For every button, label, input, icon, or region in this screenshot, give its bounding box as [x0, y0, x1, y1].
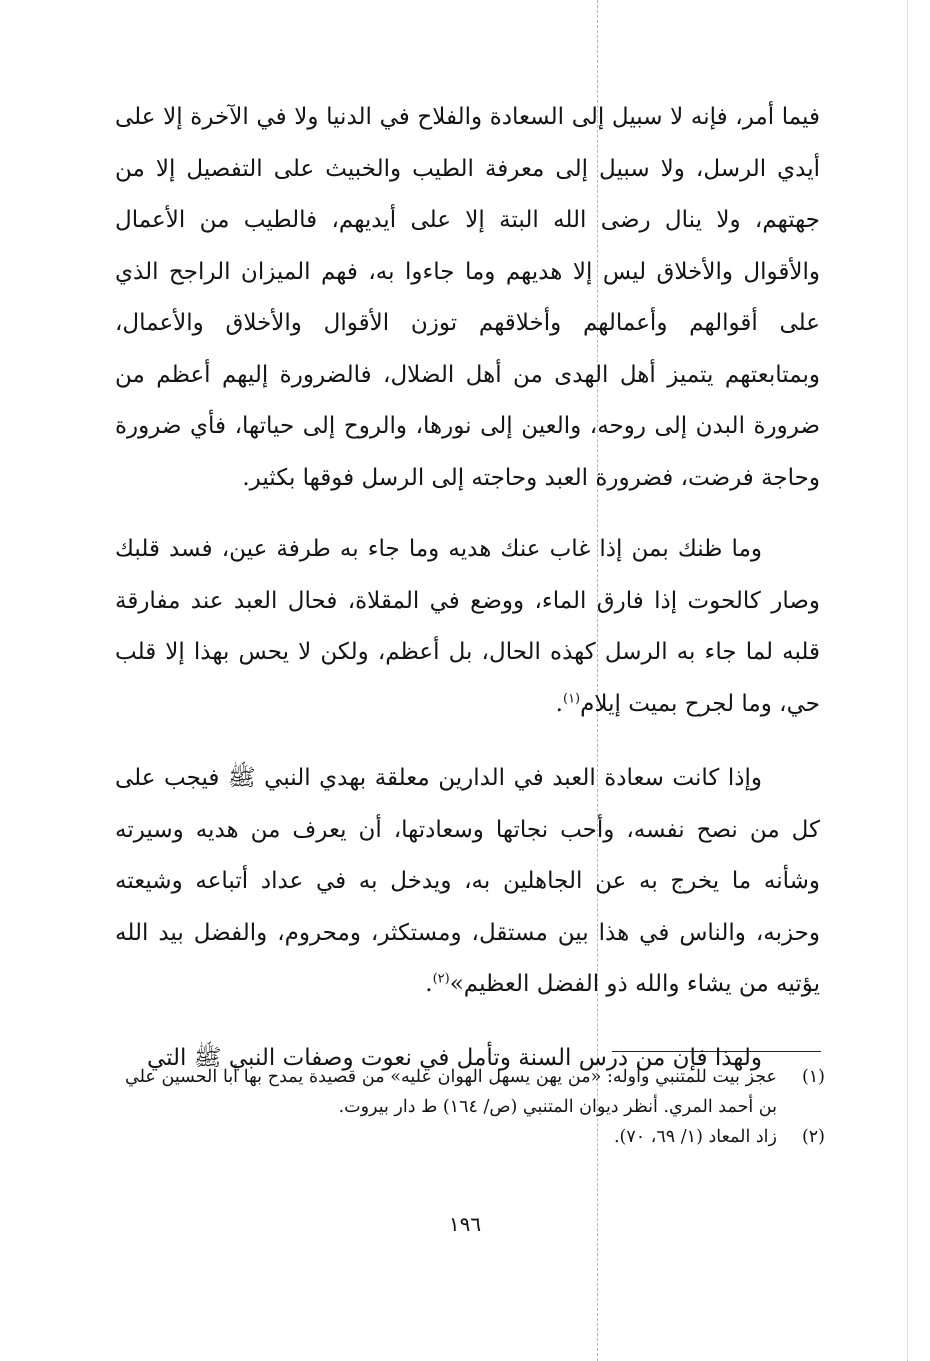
footnote-2-number: (٢) [801, 1127, 825, 1147]
footnote-1 [125, 1062, 825, 1122]
footnote-ref-1: (١) [562, 690, 581, 706]
paragraph-2-text: وما ظنك بمن إذا غاب عنك هديه وما جاء به طرفة عين، فسد قلبك وصار كالحوت إذا فارق الماء، ووضع في المقلاة، فحال العبد عند مفارقة قلبه لما جاء به الرسل كهذه الحال، بل أعظم، ولكن لا يحس بهذا إلا قلب حي، وما لجرح بميت إيلام [115, 536, 820, 717]
page-number: ١٩٦ [448, 1212, 482, 1236]
footnote-separator [612, 1051, 821, 1052]
footnote-2-text: زاد المعاد (١/ ٦٩، ٧٠). [613, 1127, 777, 1147]
scan-edge-line [907, 0, 908, 1361]
footnote-1-number: (١) [801, 1067, 825, 1087]
paragraph-4: ولهذا فإن من درس السنة وتأمل في نعوت وصفات النبي ﷺ التي [146, 1044, 762, 1071]
footnote-ref-2: (٢) [432, 971, 450, 987]
footnote-1-text: عجز بيت للمتنبي وأوله: «من يهن يسهل الهوان عليه» من قصيدة يمدح بها أبا الحسين علي بن أحمد المري. أنظر ديوان المتنبي (ص/ ١٦٤) ط دار بيروت. [125, 1067, 777, 1117]
paragraph-1: فيما أمر، فإنه لا سبيل إلى السعادة والفلاح في الدنيا ولا في الآخرة إلا على أيدي الرسل، ولا سبيل إلى معرفة الطيب والخبيث على التفصيل إلا من جهتهم، ولا ينال رضى الله البتة إلا على أيديهم، فالطيب من الأعمال والأقوال والأخلاق ليس إلا هديهم وما جاءوا به، فهم الميزان الراجح الذي على أقوالهم وأعمالهم وأخلاقهم توزن الأقوال والأخلاق والأعمال، وبمتابعتهم يتميز أهل الهدى من أهل الضلال، فالضرورة إليهم أعظم من ضرورة البدن إلى روحه، والعين إلى نورها، والروح إلى حياتها، فأي ضرورة وحاجة فرضت، فضرورة العبد وحاجته إلى الرسل فوقها بكثير. [115, 104, 820, 491]
footnote-2 [125, 1122, 825, 1152]
footnotes [125, 1062, 825, 1152]
main-text [115, 92, 820, 1084]
paragraph-3-text: وإذا كانت سعادة العبد في الدارين معلقة بهدي النبي ﷺ فيجب على كل من نصح نفسه، وأحب نجاتها وسعادتها، أن يعرف من هديه وسيرته وشأنه ما يخرج به عن الجاهلين به، ويدخل به في عداد أتباعه وشيعته وحزبه، والناس في هذا بين مستقل، ومستكثر، ومحروم، والفضل بيد الله يؤتيه من يشاء والله ذو الفضل العظيم» [115, 765, 820, 997]
paragraph-2-end: . [555, 690, 563, 717]
paragraph-3-end: . [425, 971, 433, 997]
paragraph-2 [115, 524, 820, 730]
paragraph-3 [115, 753, 820, 1011]
